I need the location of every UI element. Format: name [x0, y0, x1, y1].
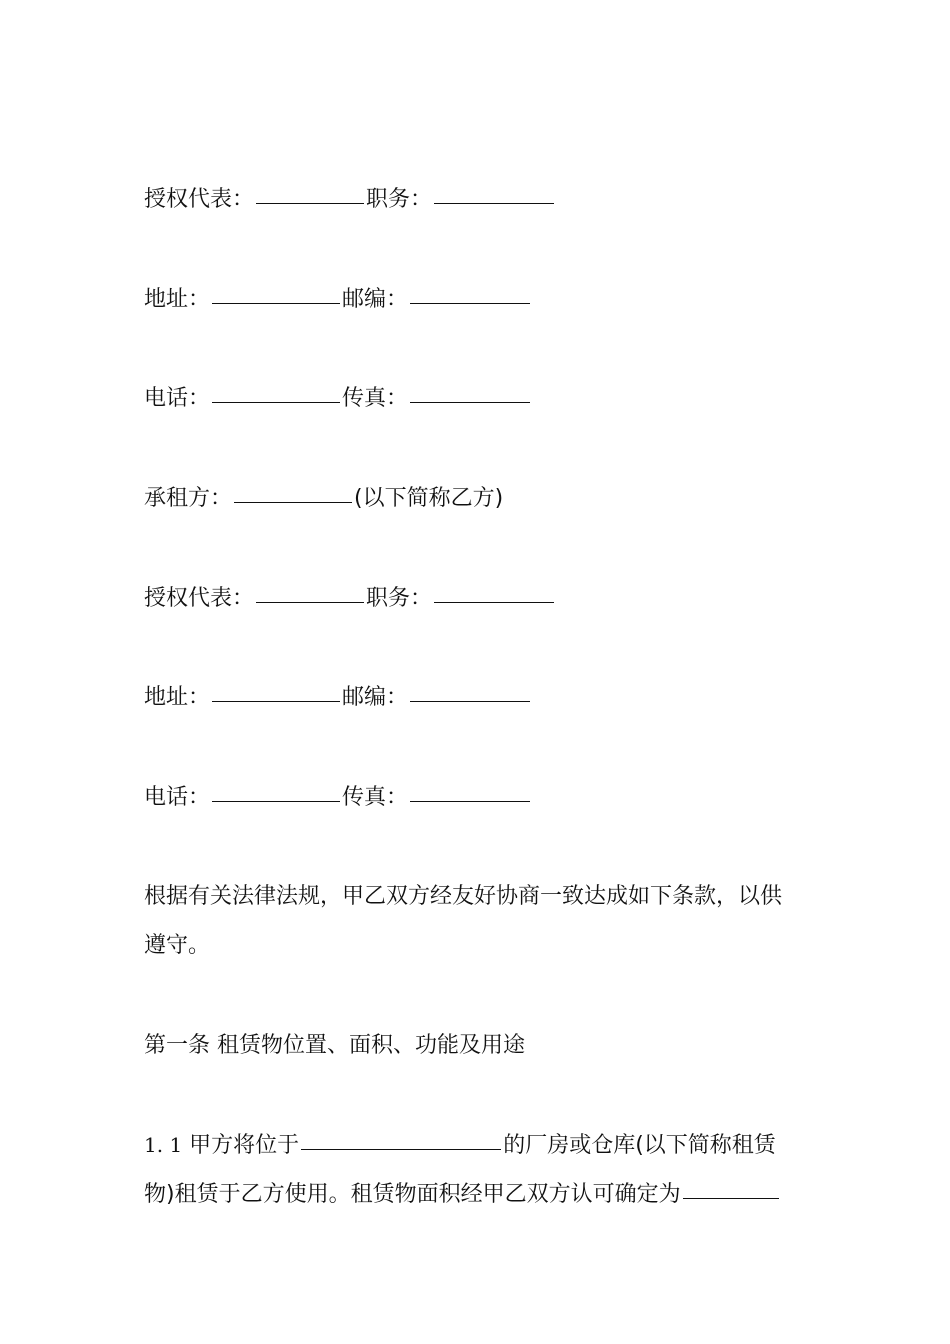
- lessee-phone-line: [144, 781, 532, 815]
- address-blank: [212, 700, 340, 702]
- postcode-label: 邮编：: [342, 685, 409, 710]
- rep-label: 授权代表：: [144, 187, 255, 212]
- address-blank: [212, 302, 340, 304]
- title-blank: [434, 202, 554, 204]
- clause-line-1: [144, 1128, 776, 1163]
- phone-blank: [212, 800, 340, 802]
- lessee-address-line: [144, 681, 532, 715]
- phone-blank: [212, 401, 340, 403]
- clause-number: 1. 1: [144, 1133, 183, 1157]
- lessor-address-line: [144, 283, 532, 317]
- postcode-blank: [410, 302, 530, 304]
- fax-label: 传真：: [342, 386, 409, 411]
- lessee-party-line: [144, 482, 503, 516]
- title-blank: [434, 601, 554, 603]
- phone-label: 电话：: [144, 785, 211, 810]
- lessor-phone-line: [144, 382, 532, 416]
- rep-blank: [256, 202, 364, 204]
- title-label: 职务：: [366, 187, 433, 212]
- fax-label: 传真：: [342, 785, 409, 810]
- lessee-rep-line: [144, 582, 556, 616]
- intro-line-2: 遵守。: [144, 933, 211, 958]
- fax-blank: [410, 800, 530, 802]
- clause-text-b: 的厂房或仓库(以下简称租赁: [503, 1133, 776, 1158]
- intro-line-1: 根据有关法律法规，甲乙双方经友好协商一致达成如下条款，以供: [144, 884, 783, 909]
- lessee-suffix: (以下简称乙方): [354, 486, 504, 511]
- title-label: 职务：: [366, 586, 433, 611]
- area-blank: [683, 1197, 779, 1199]
- lessor-rep-line: [144, 183, 556, 217]
- lessee-label: 承租方：: [144, 486, 233, 511]
- clause-line-2-text: 物)租赁于乙方使用。租赁物面积经甲乙双方认可确定为: [144, 1182, 681, 1207]
- article-heading: 第一条 租赁物位置、面积、功能及用途: [144, 1033, 525, 1058]
- rep-blank: [256, 601, 364, 603]
- address-label: 地址：: [144, 287, 211, 312]
- location-blank: [301, 1148, 501, 1150]
- lessee-blank: [234, 501, 352, 503]
- postcode-label: 邮编：: [342, 287, 409, 312]
- address-label: 地址：: [144, 685, 211, 710]
- clause-line-2: [144, 1178, 781, 1212]
- clause-text-a: 甲方将位于: [189, 1133, 300, 1158]
- rep-label: 授权代表：: [144, 586, 255, 611]
- fax-blank: [410, 401, 530, 403]
- postcode-blank: [410, 700, 530, 702]
- phone-label: 电话：: [144, 386, 211, 411]
